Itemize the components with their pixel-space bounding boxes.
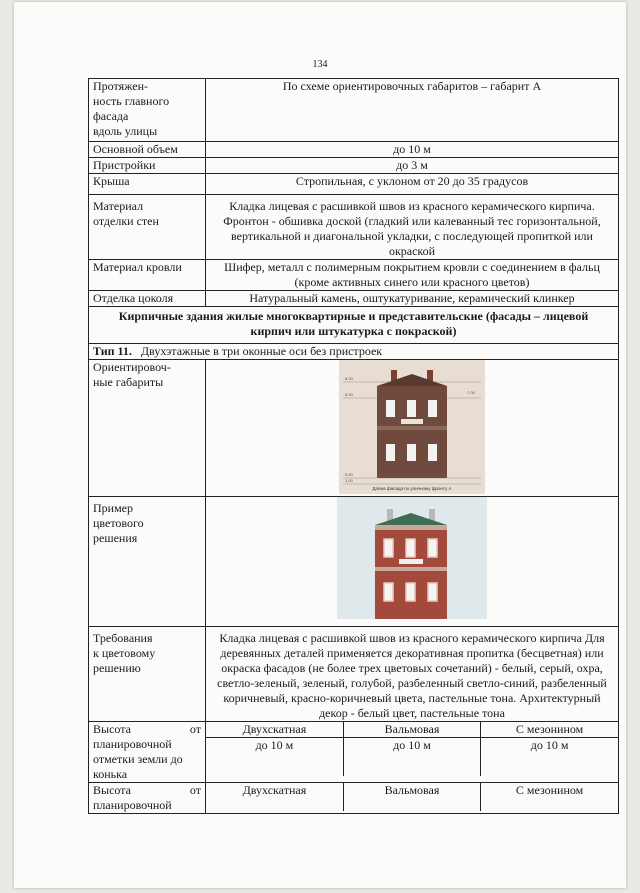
section-heading: Кирпичные здания жилые многоквартирные и представительские (фасады – лицевой кирпич или штукатурка с покраской) <box>89 307 619 344</box>
table-row <box>89 344 619 360</box>
last-height-word: Высота <box>93 783 131 797</box>
last-height-values <box>206 783 619 814</box>
table-row <box>89 497 619 627</box>
type-description: Двухэтажные в три оконные оси без пристроек <box>140 344 383 358</box>
roof-type-gable: Двухскатная <box>206 722 343 738</box>
table-row <box>89 79 619 142</box>
height-gable: до 10 м <box>206 738 343 777</box>
color-requirements-value: Кладка лицевая с расшивкой швов из красного керамического кирпича Для деревянных деталей применяется декоративная пропитка (бесцветная) или окраска фасадов (не более трех цветовых сочетаний) - белый, серый, охра, светло-зеленый, зеленый, голубой, разбеленный светло-синий, разбеленный коричневый, красно-коричневый цвета, пастельные тона. Архитектурный декор - белый цвет, пастельные тона <box>206 627 619 722</box>
table-row <box>89 158 619 174</box>
ridge-height-rest: планировочной отметки земли до конька <box>93 737 183 781</box>
table-row <box>89 627 619 722</box>
facade-length-value: По схеме ориентировочных габаритов – габарит А <box>206 79 619 142</box>
dimensions-label: Ориентировоч- ные габариты <box>89 360 206 497</box>
ridge-height-subtable <box>206 722 618 776</box>
last-height-rest: планировочной <box>93 798 172 812</box>
drawing-mark: 6,00 <box>345 392 353 397</box>
roof-material-value: Шифер, металл с полимерным покрытием кровли с соединением в фальц (кроме активных синего или красного цветов) <box>206 260 619 291</box>
ridge-height-label <box>89 722 206 783</box>
table-row <box>89 360 619 497</box>
table-row <box>89 174 619 195</box>
table-row <box>89 722 619 783</box>
annexes-label: Пристройки <box>89 158 206 174</box>
table-row <box>89 142 619 158</box>
table-row <box>89 195 619 260</box>
main-volume-label: Основной объем <box>89 142 206 158</box>
requirements-table <box>88 78 619 814</box>
drawing-mark: 0,00 <box>345 472 353 477</box>
table-row <box>89 260 619 291</box>
facade-length-label: Протяжен- ность главного фасада вдоль улицы <box>89 79 206 142</box>
roof-type-gable: Двухскатная <box>206 783 343 811</box>
page-number: 134 <box>312 59 328 70</box>
roof-material-label: Материал кровли <box>89 260 206 291</box>
wall-material-label: Материал отделки стен <box>89 195 206 260</box>
roof-type-hip: Вальмовая <box>343 783 480 811</box>
drawing-mark: 7,00 <box>467 390 475 395</box>
annexes-value: до 3 м <box>206 158 619 174</box>
plinth-value: Натуральный камень, оштукатуривание, керамический клинкер <box>206 291 619 307</box>
facade-drawing-cell <box>206 360 619 497</box>
roof-type-mezzanine: С мезонином <box>481 783 618 811</box>
type-row <box>89 344 619 360</box>
drawing-caption: Длина фасада по уличному фронту А <box>372 486 452 491</box>
color-example-label: Пример цветового решения <box>89 497 206 627</box>
drawing-mark: 8,00 <box>345 376 353 381</box>
type-number: Тип 11. <box>93 344 132 358</box>
document-page <box>14 2 626 888</box>
drawing-mark: 1,00 <box>345 478 353 483</box>
color-example-cell <box>206 497 619 627</box>
facade-drawing <box>339 360 485 494</box>
height-hip: до 10 м <box>343 738 480 777</box>
ridge-height-word: Высота <box>93 722 131 736</box>
height-mezzanine: до 10 м <box>481 738 618 777</box>
plinth-label: Отделка цоколя <box>89 291 206 307</box>
color-requirements-label: Требования к цветовому решению <box>89 627 206 722</box>
table-row <box>89 307 619 344</box>
ridge-height-values <box>206 722 619 783</box>
roof-type-mezzanine: С мезонином <box>481 722 618 738</box>
main-volume-value: до 10 м <box>206 142 619 158</box>
color-example-image <box>337 497 487 619</box>
last-height-subtable <box>206 783 618 811</box>
table-row <box>89 783 619 814</box>
last-height-from: от <box>189 783 201 797</box>
table-row <box>89 291 619 307</box>
roof-type-hip: Вальмовая <box>343 722 480 738</box>
wall-material-value: Кладка лицевая с расшивкой швов из красного керамического кирпича. Фронтон - обшивка доской (гладкий или калеванный тес горизонтальной, вертикальной и диагональной укладки, с последующей пропиткой или окраской <box>206 195 619 260</box>
roof-value: Стропильная, с уклоном от 20 до 35 градусов <box>206 174 619 195</box>
roof-label: Крыша <box>89 174 206 195</box>
ridge-height-from: от <box>189 722 201 736</box>
last-height-label <box>89 783 206 814</box>
